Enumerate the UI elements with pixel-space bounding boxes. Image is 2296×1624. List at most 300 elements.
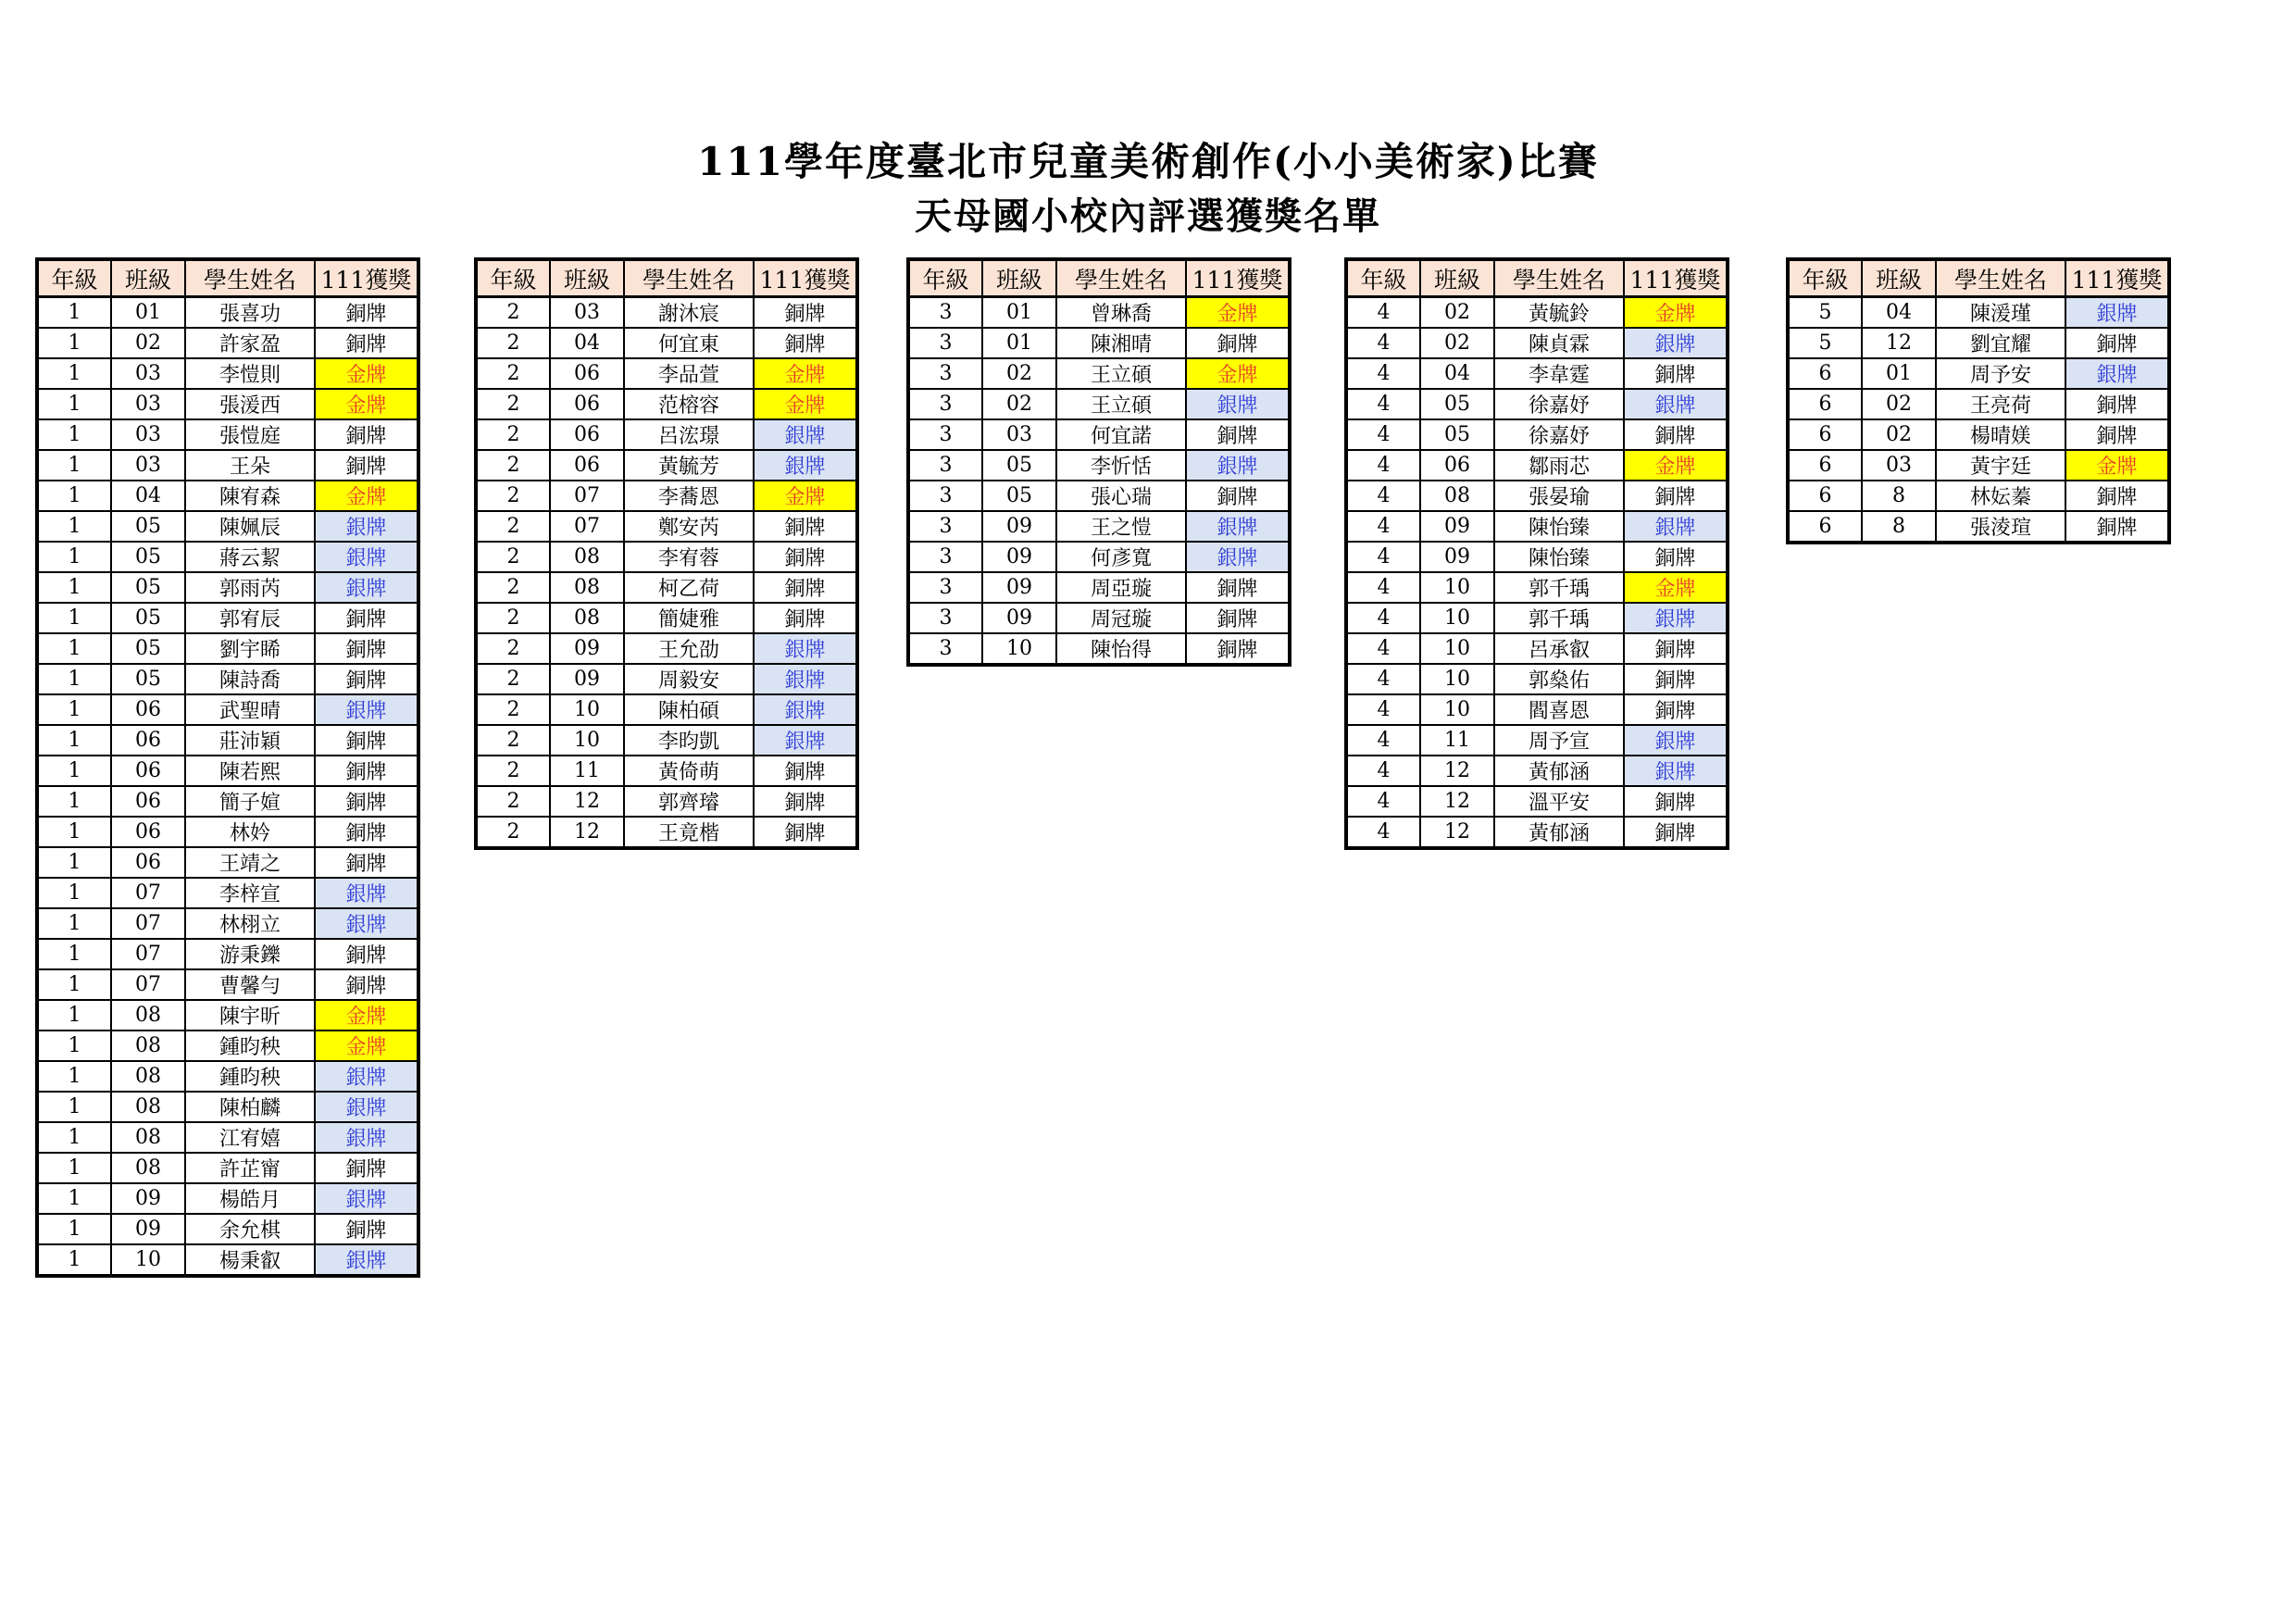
award-table-grade-4 [1344,257,1729,850]
table-row [37,328,418,358]
cell-award: 銅牌 [315,1214,418,1244]
cell-grade: 4 [1346,817,1420,848]
cell-student-name: 李梓宣 [185,878,315,908]
cell-class: 10 [982,633,1056,665]
cell-student-name: 江宥嬉 [185,1122,315,1153]
cell-class: 06 [111,817,185,847]
cell-student-name: 張喜功 [185,297,315,329]
header-grade: 年級 [1788,259,1862,297]
cell-student-name: 莊沛穎 [185,725,315,756]
award-table-grade-5-6 [1786,257,2171,544]
cell-grade: 4 [1346,328,1420,358]
cell-award: 金牌 [1186,358,1290,389]
table-row [476,511,857,542]
cell-student-name: 周毅安 [624,664,754,694]
header-class: 班級 [550,259,624,297]
cell-award: 銅牌 [315,664,418,694]
cell-class: 09 [111,1214,185,1244]
header-award: 111獲獎 [2065,259,2169,297]
cell-student-name: 王朵 [185,450,315,481]
cell-award: 銅牌 [2065,511,2169,543]
cell-class: 07 [111,939,185,969]
cell-award: 銅牌 [315,969,418,1000]
table-row [1346,297,1728,329]
cell-award: 銀牌 [315,1183,418,1214]
cell-student-name: 謝沐宸 [624,297,754,329]
cell-student-name: 周予宣 [1494,725,1624,756]
cell-award: 銅牌 [315,756,418,786]
header-award: 111獲獎 [754,259,857,297]
cell-grade: 1 [37,725,111,756]
table-row [908,450,1290,481]
cell-class: 12 [1420,786,1494,817]
cell-class: 03 [111,358,185,389]
cell-award: 金牌 [315,389,418,419]
cell-class: 04 [1862,297,1936,329]
cell-student-name: 陳詩喬 [185,664,315,694]
cell-student-name: 李宥蓉 [624,542,754,572]
header-award: 111獲獎 [1186,259,1290,297]
cell-class: 8 [1862,481,1936,511]
cell-class: 12 [550,786,624,817]
table-row [1788,328,2169,358]
header-class: 班級 [1862,259,1936,297]
table-row [1346,725,1728,756]
cell-class: 03 [982,419,1056,450]
cell-student-name: 張淩瑄 [1936,511,2065,543]
cell-student-name: 黃郁涵 [1494,817,1624,848]
cell-student-name: 許芷甯 [185,1153,315,1183]
cell-class: 06 [111,694,185,725]
cell-award: 銅牌 [754,328,857,358]
table-row [37,511,418,542]
table-row [1788,358,2169,389]
cell-award: 銀牌 [754,664,857,694]
cell-award: 金牌 [754,389,857,419]
table-row [476,297,857,329]
table-row [1346,419,1728,450]
cell-award: 銅牌 [315,633,418,664]
cell-grade: 4 [1346,664,1420,694]
cell-student-name: 陳宇昕 [185,1000,315,1031]
cell-grade: 1 [37,939,111,969]
header-award: 111獲獎 [1624,259,1728,297]
cell-grade: 2 [476,358,550,389]
cell-class: 10 [550,694,624,725]
cell-student-name: 李品萱 [624,358,754,389]
cell-class: 10 [1420,572,1494,603]
table-row [37,786,418,817]
cell-award: 銀牌 [754,633,857,664]
cell-award: 銅牌 [1624,481,1728,511]
cell-class: 06 [111,847,185,878]
table-row [37,572,418,603]
table-row [37,603,418,633]
table-row [1346,450,1728,481]
table-row [1346,328,1728,358]
cell-class: 02 [982,358,1056,389]
cell-award: 銅牌 [1186,572,1290,603]
cell-student-name: 鍾昀秧 [185,1061,315,1092]
cell-student-name: 簡子媗 [185,786,315,817]
table-row [37,358,418,389]
cell-award: 銅牌 [1624,786,1728,817]
table-row [37,1244,418,1276]
cell-student-name: 林栩立 [185,908,315,939]
cell-student-name: 陳怡臻 [1494,542,1624,572]
cell-class: 05 [111,603,185,633]
cell-grade: 1 [37,481,111,511]
cell-class: 08 [111,1000,185,1031]
cell-award: 銅牌 [315,1153,418,1183]
cell-class: 08 [550,572,624,603]
cell-grade: 2 [476,786,550,817]
cell-student-name: 鄒雨芯 [1494,450,1624,481]
cell-grade: 6 [1788,389,1862,419]
cell-class: 09 [982,603,1056,633]
cell-grade: 6 [1788,419,1862,450]
cell-grade: 1 [37,358,111,389]
cell-grade: 1 [37,1244,111,1276]
cell-grade: 1 [37,1183,111,1214]
header-grade: 年級 [1346,259,1420,297]
cell-grade: 4 [1346,358,1420,389]
cell-class: 02 [982,389,1056,419]
cell-student-name: 王立碩 [1056,389,1186,419]
cell-class: 06 [550,450,624,481]
cell-class: 01 [111,297,185,329]
table-row [476,603,857,633]
cell-award: 銅牌 [315,450,418,481]
cell-grade: 5 [1788,328,1862,358]
cell-grade: 3 [908,542,982,572]
cell-student-name: 郭齊璿 [624,786,754,817]
cell-award: 銅牌 [754,297,857,329]
cell-grade: 6 [1788,450,1862,481]
table-row [1788,389,2169,419]
cell-award: 銅牌 [754,786,857,817]
cell-grade: 1 [37,847,111,878]
cell-student-name: 武聖晴 [185,694,315,725]
cell-grade: 4 [1346,572,1420,603]
header-class: 班級 [982,259,1056,297]
cell-grade: 2 [476,694,550,725]
cell-grade: 3 [908,328,982,358]
table-row [908,572,1290,603]
cell-class: 05 [111,633,185,664]
cell-grade: 4 [1346,786,1420,817]
cell-class: 07 [550,481,624,511]
cell-student-name: 李忻恬 [1056,450,1186,481]
cell-grade: 1 [37,389,111,419]
cell-award: 銅牌 [1624,542,1728,572]
cell-grade: 1 [37,1214,111,1244]
cell-class: 07 [111,908,185,939]
cell-award: 銅牌 [1186,633,1290,665]
table-row [37,878,418,908]
table-row [37,542,418,572]
cell-class: 08 [111,1122,185,1153]
cell-award: 銅牌 [1186,603,1290,633]
cell-student-name: 陳湘晴 [1056,328,1186,358]
cell-award: 銅牌 [1186,419,1290,450]
table-row [908,542,1290,572]
table-row [1346,511,1728,542]
cell-class: 06 [1420,450,1494,481]
cell-award: 銀牌 [1624,389,1728,419]
cell-student-name: 楊皓月 [185,1183,315,1214]
cell-student-name: 李昀凱 [624,725,754,756]
table-row [476,756,857,786]
cell-grade: 1 [37,664,111,694]
table-row [908,358,1290,389]
cell-grade: 1 [37,1061,111,1092]
cell-grade: 1 [37,694,111,725]
table-row [37,297,418,329]
cell-student-name: 溫平安 [1494,786,1624,817]
cell-grade: 1 [37,328,111,358]
table-row [1788,450,2169,481]
cell-award: 銀牌 [754,450,857,481]
cell-student-name: 王允劭 [624,633,754,664]
cell-class: 05 [982,481,1056,511]
cell-award: 銅牌 [315,328,418,358]
cell-award: 銅牌 [1624,419,1728,450]
cell-student-name: 鄭安芮 [624,511,754,542]
cell-grade: 6 [1788,358,1862,389]
cell-grade: 1 [37,542,111,572]
cell-award: 銅牌 [1624,633,1728,664]
cell-award: 金牌 [315,481,418,511]
cell-award: 銅牌 [315,603,418,633]
table-row [476,358,857,389]
cell-class: 04 [1420,358,1494,389]
header-name: 學生姓名 [1936,259,2065,297]
cell-class: 10 [1420,633,1494,664]
cell-class: 09 [1420,542,1494,572]
cell-student-name: 呂承叡 [1494,633,1624,664]
table-row [908,389,1290,419]
cell-student-name: 黃宇廷 [1936,450,2065,481]
cell-grade: 4 [1346,297,1420,329]
cell-award: 銅牌 [754,756,857,786]
header-class: 班級 [111,259,185,297]
cell-grade: 1 [37,786,111,817]
cell-grade: 4 [1346,450,1420,481]
cell-student-name: 張心瑞 [1056,481,1186,511]
cell-class: 05 [1420,389,1494,419]
cell-class: 08 [1420,481,1494,511]
cell-award: 銀牌 [315,1092,418,1122]
table-row [1788,297,2169,329]
cell-award: 銅牌 [2065,481,2169,511]
cell-class: 03 [111,389,185,419]
table-row [37,817,418,847]
cell-grade: 2 [476,603,550,633]
cell-student-name: 張湲西 [185,389,315,419]
cell-student-name: 郭燊佑 [1494,664,1624,694]
cell-award: 金牌 [315,358,418,389]
page-title: 111學年度臺北市兒童美術創作(小小美術家)比賽 [697,139,1599,184]
cell-award: 銅牌 [754,817,857,848]
table-row [1788,511,2169,543]
table-row [476,633,857,664]
cell-student-name: 黃毓鈴 [1494,297,1624,329]
cell-student-name: 何宜東 [624,328,754,358]
table-row [37,633,418,664]
cell-award: 金牌 [2065,450,2169,481]
cell-award: 金牌 [1624,297,1728,329]
cell-grade: 4 [1346,481,1420,511]
cell-student-name: 李愷則 [185,358,315,389]
cell-grade: 1 [37,450,111,481]
cell-class: 01 [982,328,1056,358]
cell-award: 銀牌 [754,725,857,756]
table-row [1346,389,1728,419]
cell-student-name: 張晏瑜 [1494,481,1624,511]
table-row [37,1031,418,1061]
table-row [37,1153,418,1183]
cell-award: 銅牌 [1186,481,1290,511]
cell-grade: 3 [908,358,982,389]
cell-class: 08 [550,603,624,633]
cell-class: 02 [1862,389,1936,419]
cell-award: 銅牌 [1624,664,1728,694]
cell-award: 銀牌 [754,419,857,450]
cell-award: 銀牌 [315,908,418,939]
header-grade: 年級 [37,259,111,297]
header-grade: 年級 [476,259,550,297]
cell-class: 05 [982,450,1056,481]
cell-award: 銅牌 [315,419,418,450]
cell-student-name: 郭雨芮 [185,572,315,603]
table-row [476,694,857,725]
cell-student-name: 鍾昀秧 [185,1031,315,1061]
cell-grade: 2 [476,328,550,358]
cell-grade: 4 [1346,511,1420,542]
cell-class: 09 [982,542,1056,572]
table-row [476,542,857,572]
cell-award: 銀牌 [1624,725,1728,756]
cell-award: 銀牌 [2065,358,2169,389]
cell-class: 05 [111,542,185,572]
cell-award: 金牌 [754,358,857,389]
table-row [476,786,857,817]
cell-class: 11 [550,756,624,786]
cell-grade: 3 [908,603,982,633]
cell-grade: 3 [908,297,982,329]
table-row [1346,572,1728,603]
cell-class: 09 [982,511,1056,542]
cell-student-name: 陳怡臻 [1494,511,1624,542]
table-row [37,756,418,786]
cell-student-name: 郭千瑀 [1494,603,1624,633]
cell-award: 銅牌 [2065,419,2169,450]
cell-grade: 3 [908,419,982,450]
cell-student-name: 劉宜耀 [1936,328,2065,358]
award-table-grade-3 [906,257,1292,667]
cell-grade: 4 [1346,725,1420,756]
header-name: 學生姓名 [185,259,315,297]
cell-class: 10 [1420,694,1494,725]
cell-grade: 2 [476,725,550,756]
header-name: 學生姓名 [1056,259,1186,297]
cell-student-name: 李韋霆 [1494,358,1624,389]
cell-grade: 1 [37,817,111,847]
cell-award: 銀牌 [1624,328,1728,358]
table-row [37,664,418,694]
cell-class: 04 [111,481,185,511]
header-name: 學生姓名 [1494,259,1624,297]
cell-grade: 1 [37,297,111,329]
cell-award: 銅牌 [754,572,857,603]
cell-student-name: 陳姵辰 [185,511,315,542]
cell-award: 銀牌 [315,1122,418,1153]
cell-grade: 1 [37,969,111,1000]
table-row [37,939,418,969]
table-row [1346,694,1728,725]
cell-grade: 2 [476,633,550,664]
cell-award: 銅牌 [1624,694,1728,725]
table-row [37,1122,418,1153]
table-row [1346,603,1728,633]
table-row [1788,481,2169,511]
cell-class: 06 [550,389,624,419]
cell-class: 05 [111,511,185,542]
cell-class: 02 [111,328,185,358]
cell-student-name: 簡婕雅 [624,603,754,633]
cell-award: 金牌 [1186,297,1290,329]
header-name: 學生姓名 [624,259,754,297]
cell-class: 03 [111,450,185,481]
cell-grade: 3 [908,572,982,603]
cell-grade: 3 [908,450,982,481]
table-row [1346,817,1728,848]
cell-class: 02 [1862,419,1936,450]
cell-student-name: 王亮荷 [1936,389,2065,419]
cell-student-name: 游秉鑠 [185,939,315,969]
cell-grade: 2 [476,756,550,786]
award-table-grade-1 [35,257,420,1278]
cell-class: 07 [111,969,185,1000]
cell-class: 11 [1420,725,1494,756]
cell-award: 金牌 [1624,572,1728,603]
cell-award: 銀牌 [2065,297,2169,329]
cell-grade: 4 [1346,633,1420,664]
cell-grade: 3 [908,633,982,665]
cell-award: 金牌 [1624,450,1728,481]
cell-class: 08 [111,1092,185,1122]
table-row [37,725,418,756]
cell-grade: 3 [908,389,982,419]
cell-class: 07 [111,878,185,908]
table-row [1346,542,1728,572]
cell-class: 08 [550,542,624,572]
cell-award: 銀牌 [315,694,418,725]
cell-grade: 4 [1346,694,1420,725]
cell-student-name: 曾琳喬 [1056,297,1186,329]
cell-grade: 1 [37,1092,111,1122]
cell-student-name: 黃倚萌 [624,756,754,786]
cell-student-name: 王靖之 [185,847,315,878]
cell-class: 10 [550,725,624,756]
cell-student-name: 范榕容 [624,389,754,419]
cell-student-name: 余允棋 [185,1214,315,1244]
cell-award: 銅牌 [754,603,857,633]
table-row [37,481,418,511]
cell-student-name: 劉宇睎 [185,633,315,664]
cell-grade: 2 [476,450,550,481]
